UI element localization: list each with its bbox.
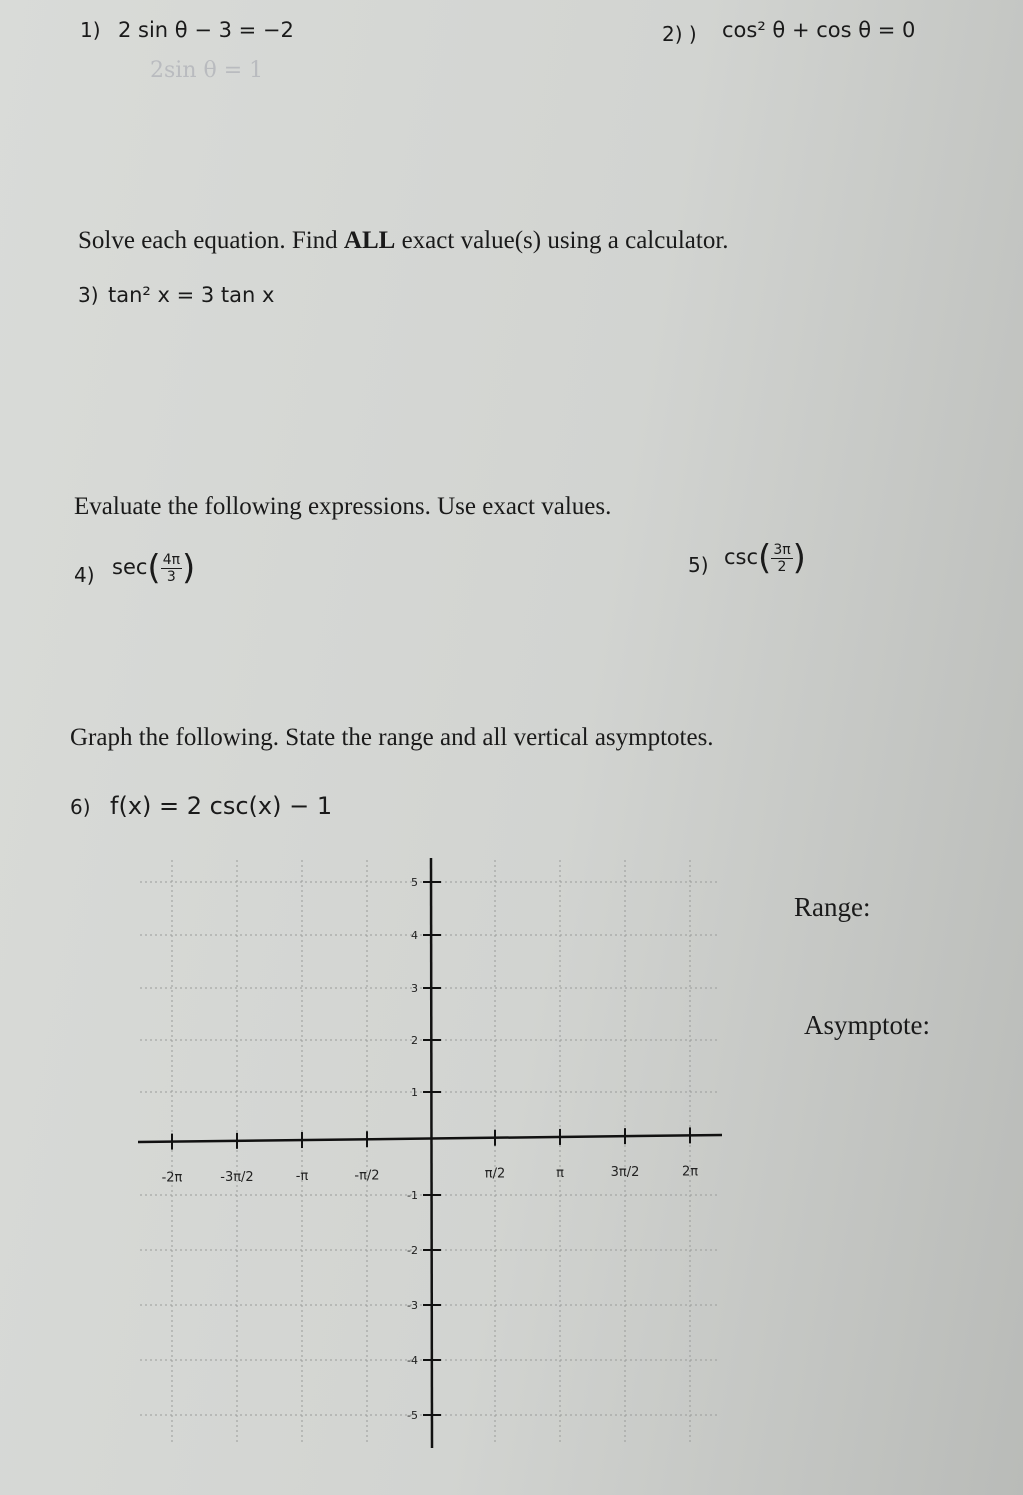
problem-2-equation: cos² θ + cos θ = 0 [722, 18, 916, 42]
y-tick-label: -2 [407, 1244, 418, 1257]
x-tick-label: π/2 [484, 1166, 506, 1182]
y-tick-label: 5 [411, 876, 418, 889]
problem-4-expression: sec( $\frac{4\pi}{3}$ ) [112, 548, 196, 588]
y-tick-label: -5 [407, 1409, 418, 1422]
x-tick-label: -3π/2 [220, 1169, 254, 1185]
problem-4-number: 4) [74, 563, 95, 587]
problem-5-func: csc [724, 545, 759, 569]
x-tick-label: π [556, 1165, 564, 1181]
problem-4-func: sec [112, 555, 148, 579]
problem-5-numerator: 3π [773, 541, 791, 558]
problem-5-denominator: 2 [777, 558, 787, 575]
solve-instructions-all: ALL [343, 227, 396, 254]
x-tick-label: -π/2 [354, 1168, 380, 1184]
problem-2-number: 2) ) [662, 22, 697, 46]
graph-instructions: Graph the following. State the range and all vertical asymptotes. [70, 724, 714, 751]
handwritten-scribble: 2sin θ = 1 [150, 58, 264, 83]
y-tick-label: 2 [411, 1034, 418, 1047]
y-tick-label: -4 [407, 1354, 418, 1367]
y-tick-label: 3 [411, 982, 418, 995]
problem-6-function: f(x) = 2 csc(x) − 1 [110, 792, 333, 820]
problem-3-equation: tan² x = 3 tan x [108, 283, 275, 307]
problem-1-equation: 2 sin θ − 3 = −2 [118, 18, 294, 42]
x-tick-label: -π [295, 1169, 309, 1185]
x-tick-label: -2π [161, 1170, 183, 1186]
y-tick-label: -1 [407, 1189, 418, 1202]
problem-1-number: 1) [80, 18, 101, 42]
range-label: Range: [794, 892, 871, 922]
x-tick-label: 2π [681, 1164, 699, 1180]
x-tick-label: 3π/2 [610, 1165, 640, 1181]
problem-4-denominator: 3 [166, 568, 176, 585]
y-tick-label: 1 [411, 1086, 418, 1099]
asymptote-label: Asymptote: [804, 1010, 930, 1040]
problem-4-numerator: 4π [162, 551, 181, 568]
problem-3-number: 3) [78, 283, 99, 307]
x-axis [138, 1135, 722, 1142]
problem-5-number: 5) [688, 553, 709, 577]
problem-6-number: 6) [70, 795, 91, 819]
solve-instructions-prefix: Solve each equation. Find [78, 227, 344, 254]
problem-5-expression: csc( $\frac{3\pi}{2}$ ) [724, 538, 806, 578]
evaluate-instructions: Evaluate the following expressions. Use exact values. [74, 493, 612, 520]
y-tick-label: -3 [407, 1299, 418, 1312]
solve-instructions-suffix: exact value(s) using a calculator. [395, 227, 729, 254]
y-tick-label: 4 [411, 929, 418, 942]
